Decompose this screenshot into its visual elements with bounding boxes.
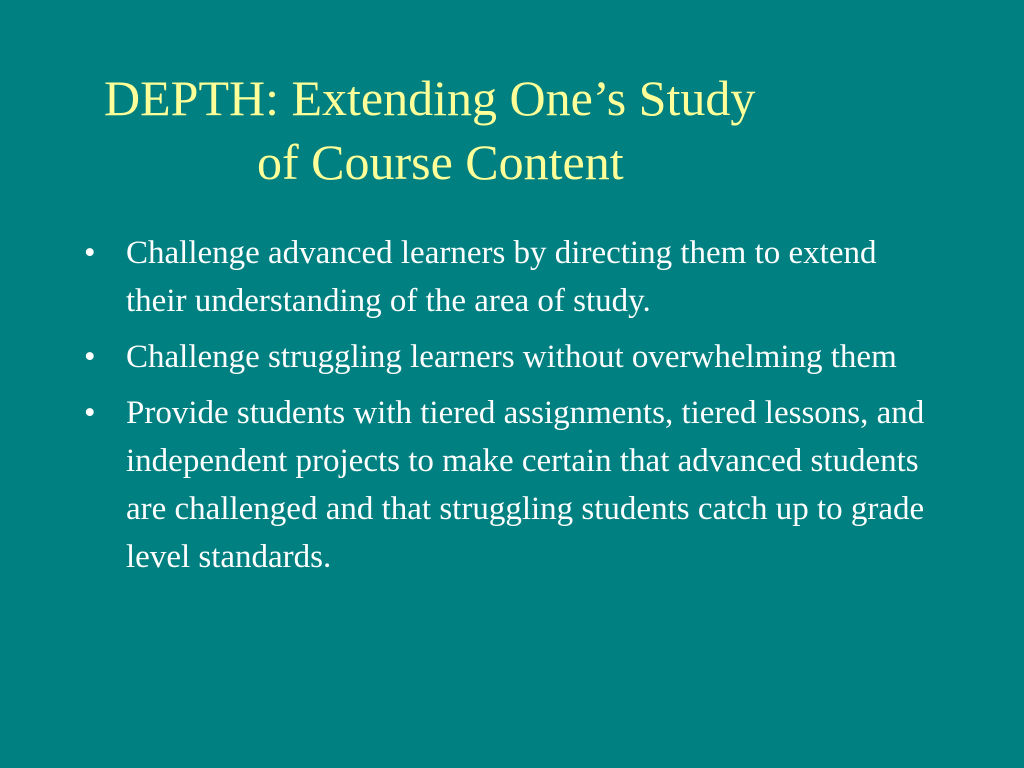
bullet-mark: • <box>84 339 96 375</box>
bullet-text: Challenge struggling learners without overwhelming them <box>126 339 897 375</box>
bullet-list <box>80 229 940 589</box>
title-line-1: DEPTH: Extending One’s Study <box>104 70 756 126</box>
bullet-text: Provide students with tiered assignments, tiered lessons, and independent projects to make certain that advanced students are challenged and that struggling students catch up to grade level standards. <box>126 395 925 575</box>
bullet-item-tiered-assignments <box>80 389 940 581</box>
bullet-item-advanced-learners <box>80 229 940 325</box>
bullet-mark: • <box>84 395 96 431</box>
bullet-mark: • <box>84 235 96 271</box>
bullet-item-struggling-learners <box>80 333 940 381</box>
slide-title <box>0 66 1024 194</box>
title-line-2: of Course Content <box>257 134 624 190</box>
bullet-text: Challenge advanced learners by directing them to extend their understanding of the area of study. <box>126 235 877 319</box>
